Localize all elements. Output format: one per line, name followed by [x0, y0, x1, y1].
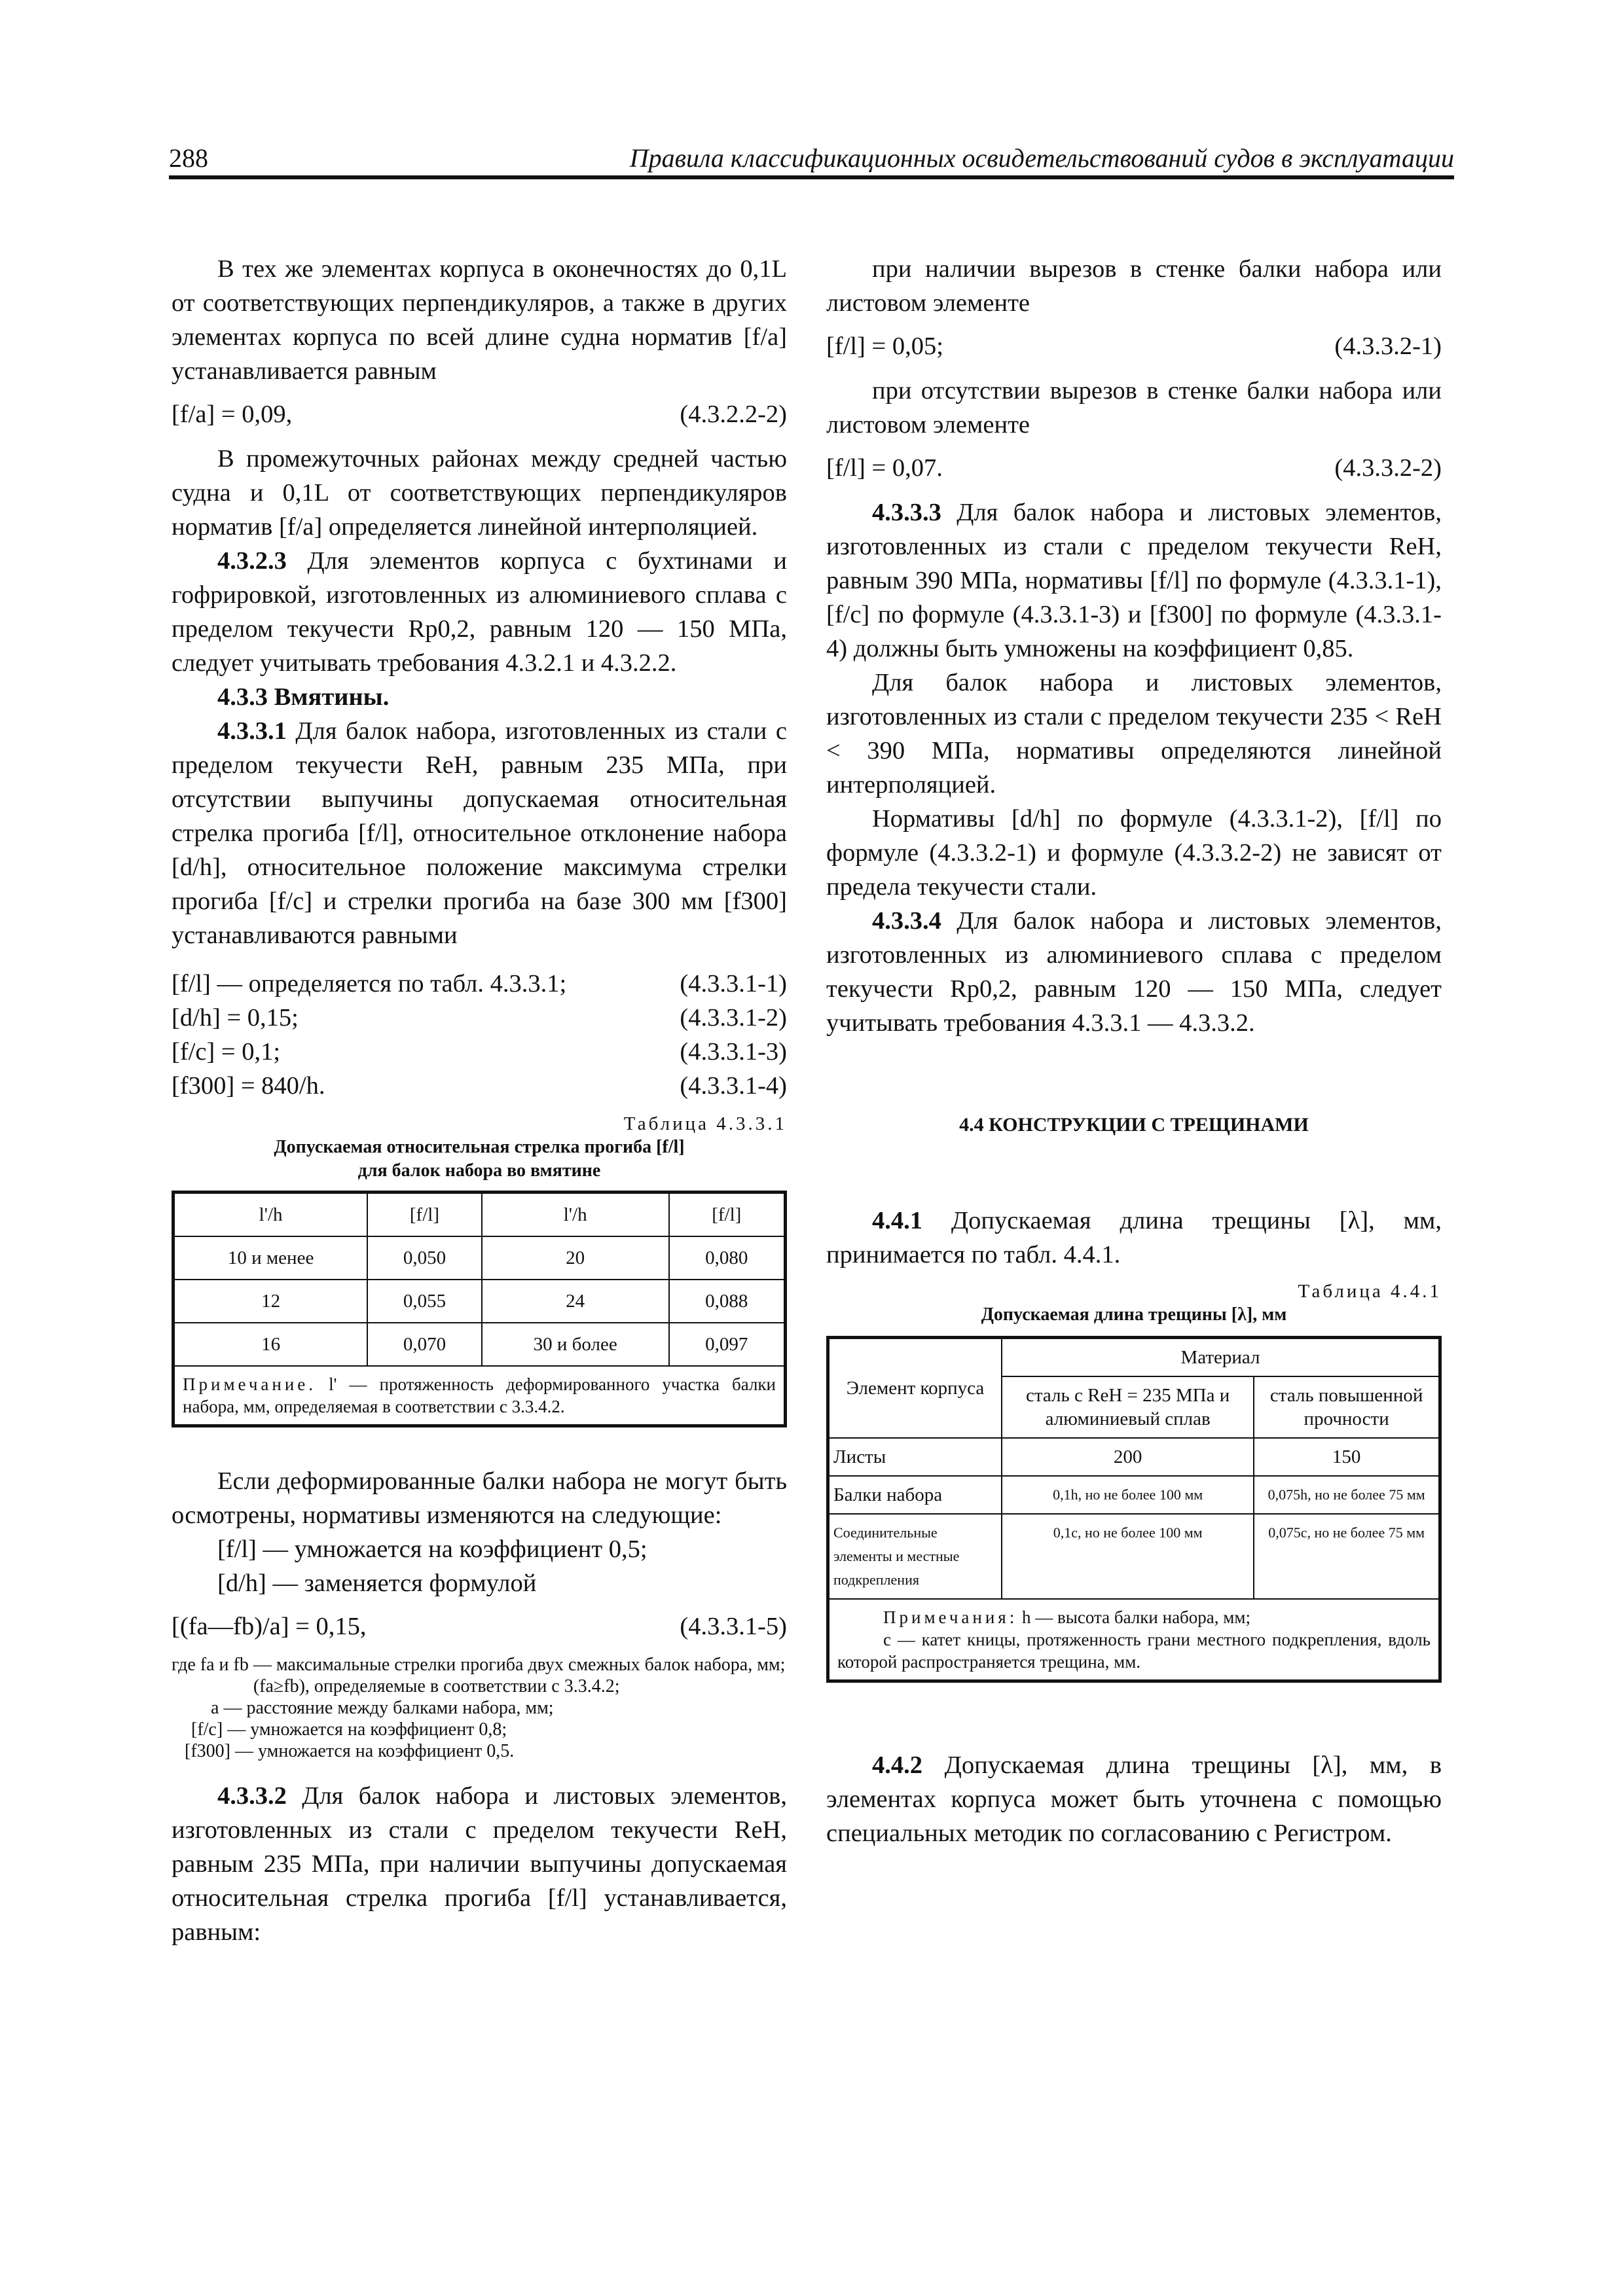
equation-formula: [f/a] = 0,09,: [172, 401, 293, 428]
table-row: 16 0,070 30 и более 0,097: [173, 1323, 786, 1366]
table-header: l'/h: [482, 1193, 669, 1237]
equation: [f/c] = 0,1; (4.3.3.1-3): [172, 1038, 787, 1066]
table-header: [f/l]: [669, 1193, 786, 1237]
table-title: Допускаемая длина трещины [λ], мм: [981, 1304, 1287, 1325]
clause-number: 4.3.3.1: [217, 717, 287, 745]
paragraph: 4.4.1 Допускаемая длина трещины [λ], мм, принимается по табл. 4.4.1.: [826, 1207, 1442, 1268]
table-label: Таблица 4.4.1: [1298, 1281, 1442, 1302]
table-title: для балок набора во вмятине: [357, 1160, 601, 1181]
table-note: Примечание. l' — протяженность деформированного участка балки набора, мм, определяемая в соответствии с 3.3.4.2.: [173, 1366, 786, 1426]
equation: [f/l] = 0,07. (4.3.3.2-2): [826, 454, 1442, 482]
paragraph: Нормативы [d/h] по формуле (4.3.3.1-2), [f/l] по формуле (4.3.3.2-1) и формуле (4.3.3.2-2) не зависят от предела текучести стали.: [826, 805, 1442, 901]
table-row: Листы 200 150: [828, 1438, 1440, 1476]
table-title: Допускаемая относительная стрелка прогиба [f/l]: [274, 1137, 685, 1157]
symbol-definitions: [172, 1654, 787, 1762]
table-row: Балки набора 0,1h, но не более 100 мм 0,075h, но не более 75 мм: [828, 1476, 1440, 1514]
clause-number: 4.4.2: [872, 1751, 922, 1779]
clause-number: 4.3.2.3: [217, 547, 287, 575]
table-header: Элемент корпуса: [828, 1338, 1002, 1439]
clause-number: 4.3.3.2: [217, 1782, 287, 1810]
table-header: [f/l]: [367, 1193, 482, 1237]
paragraph: Если деформированные балки набора не могут быть осмотрены, нормативы изменяются на следующие:: [172, 1467, 787, 1529]
paragraph: В тех же элементах корпуса в оконечностях до 0,1L от соответствующих перпендикуляров, а также в других элементах корпуса по всей длине судна норматив [f/a] устанавливается равным: [172, 255, 787, 385]
page-number: 288: [169, 143, 208, 173]
paragraph: при наличии вырезов в стенке балки набора или листовом элементе: [826, 255, 1442, 317]
equation: [f/l] — определяется по табл. 4.3.3.1; (4.3.3.1-1): [172, 970, 787, 997]
paragraph: В промежуточных районах между средней частью судна и 0,1L от соответствующих перпендикуляров норматив [f/a] определяется линейной интерполяцией.: [172, 445, 787, 541]
equation: [d/h] = 0,15; (4.3.3.1-2): [172, 1004, 787, 1031]
paragraph: 4.4.2 Допускаемая длина трещины [λ], мм, в элементах корпуса может быть уточнена с помощью специальных методик по согласованию с Регистром.: [826, 1751, 1442, 1847]
equation: [f/l] = 0,05; (4.3.3.2-1): [826, 332, 1442, 360]
running-title: Правила классификационных освидетельствований судов в эксплуатации: [629, 143, 1454, 173]
table-header: сталь с ReH = 235 МПа и алюминиевый сплав: [1002, 1376, 1254, 1438]
paragraph: 4.3.2.3 Для элементов корпуса с бухтинами и гофрировкой, изготовленных из алюминиевого сплава с пределом текучести Rp0,2, равным 120 — 150 МПа, следует учитывать требования 4.3.2.1 и 4.3.2.2.: [172, 547, 787, 677]
table-header: Материал: [1002, 1338, 1440, 1377]
table-row: 12 0,055 24 0,088: [173, 1280, 786, 1323]
definition-item: [f/c] — умножается на коэффициент 0,8;: [191, 1719, 507, 1740]
equation-number: (4.3.2.2-2): [680, 401, 787, 428]
table-row: 10 и менее 0,050 20 0,080: [173, 1236, 786, 1280]
right-column: [826, 252, 1442, 1850]
table-row: Соединительные элементы и местные подкрепления 0,1c, но не более 100 мм 0,075c, но не более 75 мм: [828, 1514, 1440, 1599]
equation: [(fa—fb)/a] = 0,15, (4.3.3.1-5): [172, 1613, 787, 1640]
definition-item: [f300] — умножается на коэффициент 0,5.: [185, 1741, 515, 1761]
left-column: [172, 252, 787, 1949]
clause-number: 4.3.3.4: [872, 907, 941, 935]
section-heading: 4.3.3 Вмятины.: [217, 683, 390, 711]
paragraph: при отсутствии вырезов в стенке балки набора или листовом элементе: [826, 377, 1442, 439]
header-rule: [169, 175, 1454, 179]
table-note: Примечания: h — высота балки набора, мм; c — катет кницы, протяженность грани местного подкрепления, вдоль которой распространяется трещина, мм.: [828, 1599, 1440, 1681]
paragraph: [d/h] — заменяется формулой: [217, 1570, 537, 1597]
paragraph: 4.3.3.2 Для балок набора и листовых элементов, изготовленных из стали с пределом текучести ReH, равным 235 МПа, при наличии выпучины допускаемая относительная стрелка прогиба [f/l] устанавливается, равным:: [172, 1782, 787, 1946]
deflection-table: [172, 1191, 787, 1427]
clause-number: 4.3.3.3: [872, 499, 941, 526]
paragraph: 4.3.3.3 Для балок набора и листовых элементов, изготовленных из стали с пределом текучести ReH, равным 390 МПа, нормативы [f/l] по формуле (4.3.3.1-1), [f/c] по формуле (4.3.3.1-3) и [f300] по формуле (4.3.3.1-4) должны быть умножены на коэффициент 0,85.: [826, 499, 1442, 662]
equation: [f300] = 840/h. (4.3.3.1-4): [172, 1072, 787, 1100]
paragraph: [f/l] — умножается на коэффициент 0,5;: [217, 1535, 647, 1563]
table-label: Таблица 4.3.3.1: [623, 1113, 787, 1134]
section-heading: 4.4 КОНСТРУКЦИИ С ТРЕЩИНАМИ: [959, 1114, 1309, 1136]
table-header: сталь повышенной прочности: [1254, 1376, 1440, 1438]
definition-item: где fa и fb — максимальные стрелки прогиба двух смежных балок набора, мм; (fa≥fb), определяемые в соответствии с 3.3.4.2;: [172, 1655, 786, 1696]
paragraph: 4.3.3.1 Для балок набора, изготовленных из стали с пределом текучести ReH, равным 235 МПа, при отсутствии выпучины допускаемая относительная стрелка прогиба [f/l], относительное отклонение набора [d/h], относительное положение максимума стрелки прогиба [f/c] и стрелки прогиба на базе 300 мм [f300] устанавливаются равными: [172, 717, 787, 949]
definition-item: a — расстояние между балками набора, мм;: [211, 1698, 554, 1718]
equation-list: [172, 967, 787, 1103]
table-header: l'/h: [173, 1193, 368, 1237]
paragraph: Для балок набора и листовых элементов, изготовленных из стали с пределом текучести 235 < ReH < 390 МПа, нормативы определяются линейной интерполяцией.: [826, 669, 1442, 798]
equation: [172, 397, 787, 431]
paragraph: 4.3.3.4 Для балок набора и листовых элементов, изготовленных из алюминиевого сплава с пределом текучести Rp0,2, равным 120 — 150 МПа, следует учитывать требования 4.3.3.1 — 4.3.3.2.: [826, 907, 1442, 1037]
crack-length-table: [826, 1336, 1442, 1683]
clause-number: 4.4.1: [872, 1207, 922, 1234]
